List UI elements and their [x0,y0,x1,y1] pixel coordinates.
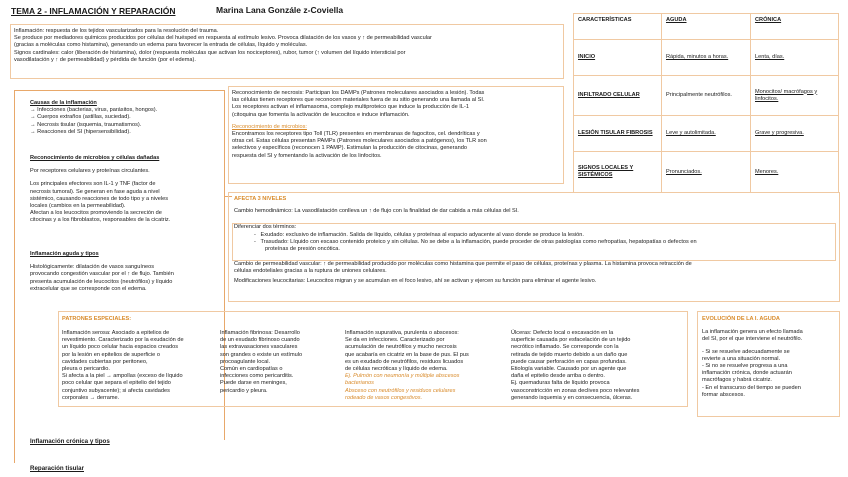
repair-heading: Reparación tisular [30,465,84,472]
serous-line: revestimiento. Caracterizado por la exudación de [62,337,184,344]
transudate-text: - Trasudado: Líquido con escaso contenido proteico y sin células. No se debe a la inflamación, puede proceder de otras patologías como nefropatías, hepatopatías o defectos en [254,238,697,245]
damps-line: (citoquina que fomenta la activación de leucocitos e induce inflamación. [232,111,410,118]
fibrinous-line: pericardio y pleura. [220,387,268,394]
damps-section [232,90,562,160]
permeability-text-2: células endoteliales gracias a la ruptura de uniones celulares. [234,268,387,275]
table-header: AGUDA [662,14,751,40]
recognition-line: Por receptores celulares y proteínas circulantes. [30,168,150,175]
page-title: TEMA 2 - INFLAMACIÓN Y REPARACIÓN [11,6,176,16]
exudate-text: - Exudado: exclusivo de inflamación. Salida de líquido, células y proteínas al espacio adyacente al vaso donde se produce la lesión. [254,231,584,238]
bullet-icon: → [30,107,38,114]
bullet-icon: → [30,114,38,121]
table-cell: Leve y autolimitada. [662,116,751,152]
recognition-line: necrosis tumoral). Se generan en fase aguda a nivel [30,188,160,195]
fibrinous-line: son grandes o existe un estímulo [220,351,303,358]
recognition-line: citocinas y a los fibroblastos, responsables de la cicatriz. [30,217,171,224]
list-item: → Reacciones del SI (hipersensibilidad). [30,128,131,135]
acute-line: Histológicamente: dilatación de vasos sanguíneos [30,264,155,271]
fibrinous-line: Común en cardiopatías o [220,366,283,373]
table-cell: LESIÓN TISULAR FIBROSIS [574,116,662,152]
intro-line: Inflamación: respuesta de los tejidos vascularizados para la resolución del trauma. [14,28,219,34]
ulcers-line: vasoconstricción en zonas declives poco relevantes [511,387,640,394]
levels-title: AFECTA 3 NIVELES [234,196,287,202]
list-item: → Cuerpos extraños (astillas, suciedad). [30,114,131,121]
ulcers-line: Etiología variable. Causado por un agente que [511,366,627,373]
microbes-line: otras cel. Estas células presentan PAMPs (Patrones moleculares asociados a patógenos), los TLR son [232,138,487,145]
serous-line: Si afecta a la piel → ampollas (exceso de líquido [62,373,183,380]
purulent-line: Absceso con neutrófilos y residuos celulares [345,387,456,394]
recognition-line: sistémico, causando reacciones de todo tipo y a niveles [30,195,169,202]
intro-line: Signos cardinales: calor (liberación de histamina), dolor (respuesta moléculas que activan los nociceptores), rubor, tumor (↑ volumen del líquido intersticial por [14,49,406,56]
acute-line: presenta acumulación de leucocitos (neutrófilos) y líquido [30,278,173,285]
causes-list [30,107,220,136]
microbes-line: respuesta del SI y fomentando la activación de los linfocitos. [232,152,382,159]
table-cell: Rápida, minutos a horas. [662,40,751,76]
purulent-line: rodeado de vasos congestivos. [345,394,423,401]
evolution-line: - En el transcurso del tiempo se pueden [702,384,801,391]
fibrinous-pattern [220,330,338,395]
fibrinous-line: Inflamación fibrinosa: Desarrollo [220,330,300,336]
table-cell: Menores. [751,152,839,193]
fibrinous-line: infecciones como pericarditis. [220,373,294,380]
causes-section [30,100,220,136]
evolution-line: revierte a una situación normal. [702,355,781,362]
chronic-heading: Inflamación crónica y tipos [30,438,110,445]
recognition-title: Reconocimiento de microbios y células dañadas [30,155,160,161]
purulent-line: es un exudado de neutrófilos, residuos licuados [345,358,464,365]
purulent-line: Se da en infecciones. Caracterizado por [345,337,445,344]
intro-text [14,28,562,64]
microbes-heading: Reconocimiento de microbios: [232,123,307,130]
evolution-line: inflamación crónica, donde actuarán [702,370,792,377]
microbes-line: Encontramos los receptores tipo Toll (TLR) presentes en membranas de fagocitos, cel. dendríticas y [232,131,480,138]
table-cell: Principalmente neutrófilos. [662,76,751,116]
ulcers-line: daña el epitelio desde arriba o dentro. [511,373,605,380]
table-header: CRÓNICA [751,14,839,40]
microbes-line: selectivos y específicos (reconocen 1 PAMP). Estimulan la producción de citocinas, generando [232,145,467,152]
table-header: CARACTERÍSTICAS [574,14,662,40]
serous-line: conjuntivo subyacente); si afecta cavidades [62,387,170,394]
evolution-line: La inflamación genera un efecto llamada [702,329,803,336]
table-cell: INICIO [574,40,662,76]
ulcers-line: Úlceras: Defecto local o excavación en la [511,330,614,336]
permeability-text: Cambio de permeabilidad vascular: ↑ de permeabilidad producido por moléculas como histamina que permite el paso de células, proteínas y plasma. La histamina provoca retracción de [234,261,692,268]
acute-title: Inflamación aguda y tipos [30,251,99,257]
intro-line: (gracias a moléculas como histamina), generando un edema para favorecer la entrada de células, líquido y moléculas. [14,42,308,49]
purulent-line: acumulación de neutrófilos y mucho necrosis [345,344,457,351]
causes-title: Causas de la inflamación [30,100,97,106]
ulcers-line: necrótico inflamado. Se corresponde con la [511,344,619,351]
intro-line: Se produce por mediadores químicos producidos por células del huésped en respuesta al estímulo lesivo. Provoca dilatación de los vasos y ↑ de permeabilidad vascular [14,35,432,42]
acute-line: extracelular que se corresponde con el edema. [30,285,147,292]
author-name: Marina Lana Gonzále z-Coviella [216,5,344,15]
serous-line: pleura o pericardio. [62,366,110,373]
evolution-title: EVOLUCIÓN DE LA I. AGUDA [702,316,780,322]
acute-section [30,251,218,293]
purulent-line: que acabaría en cicatriz en la base de pus. El pus [345,351,469,358]
damps-line: las células tienen receptores que reconocen materiales fuera de su sitio generando una llamada al SI. [232,97,485,104]
intro-line: vasodilatación y ↑ de permeabilidad) y pérdida de función (por el edema). [14,56,196,63]
ulcers-line: superficie causada por esfacelación de un tejido [511,337,631,344]
ulcers-line: Ej. quemaduras falta de líquido provoca [511,380,610,387]
recognition-line: locales (cambios en la permeabilidad). [30,203,126,210]
purulent-line: de células necróticas y líquido de edema. [345,366,448,373]
purulent-line: bacterianos [345,380,374,387]
connector-line [14,90,224,91]
table-cell: INFILTRADO CELULAR [574,76,662,116]
serous-line: corporales → derrame. [62,394,120,401]
serous-pattern [62,330,212,402]
fibrinous-line: procoagulante local. [220,358,271,365]
leukocyte-text: Modificaciones leucocitarias: Leucocitos migran y se acumulan en el foco lesivo, ahí se activan y ejercen su función para eliminar el agente lesivo. [234,277,597,284]
table-cell: Lenta, días. [751,40,839,76]
connector-line [14,90,15,463]
fibrinous-line: las extravasaciones vasculares [220,344,298,351]
purulent-line: Ej. Pulmón con neumonía y múltiple abscesos [345,373,460,380]
evolution-line: - Si no se resuelve progresa a una [702,363,788,370]
list-item: → Necrosis tisular (isquemia, traumatismos). [30,121,142,128]
serous-line: Inflamación serosa: Asociado a epitelios de [62,330,170,336]
evolution-line: - Si se resuelve adecuadamente se [702,348,790,355]
list-item: → Infecciones (bacterias, virus, parásitos, hongos). [30,107,158,114]
flow-change-text: Cambio hemodinámico: La vasodilatación conlleva un ↑ de flujo con la finalidad de dar cabida a más células del SI. [234,208,519,215]
recognition-line: Los principales efectores son IL-1 y TNF (factor de [30,181,156,188]
ulcers-pattern [511,330,683,402]
table-cell: Grave y progresiva. [751,116,839,152]
comparison-table [573,13,839,193]
purulent-line: Inflamación supurativa, purulenta o abscesos: [345,330,459,336]
evolution-line: macrófagos y habrá cicatriz. [702,377,772,384]
acute-line: provocando congestión vascular por el ↑ de flujo. También [30,271,174,278]
terms-title: Diferenciar dos términos: [234,224,297,231]
table-cell: SIGNOS LOCALES Y SISTÉMICOS [574,152,662,193]
recognition-line: Afectan a los leucocitos promoviendo la secreción de [30,210,162,217]
ulcers-line: generando isquemia y en consecuencia, úlceras. [511,394,633,401]
terms-block [234,224,836,253]
patterns-title: PATRONES ESPECIALES: [62,316,132,322]
recognition-section [30,155,218,225]
levels-section [234,196,836,285]
ulcers-line: retirada de tejido muerto debido a un daño que [511,351,628,358]
bullet-icon: → [30,121,38,128]
evolution-section [702,316,838,399]
bullet-icon: → [30,128,38,135]
transudate-text-2: proteínas de presión oncótica. [265,246,340,253]
purulent-pattern [345,330,497,402]
serous-line: un líquido poco celular hacia espacios creados [62,344,178,351]
serous-line: por la lesión en epitelios de superficie o [62,351,160,358]
evolution-line: formar abscesos. [702,391,745,398]
damps-line: Los receptores activan el inflamasoma, complejo multiproteico que induce la producción de IL-1 [232,104,469,111]
fibrinous-line: de un exudado fibrinoso cuando [220,337,300,344]
serous-line: cavidades cubiertas por peritoneo, [62,358,148,365]
table-cell: Pronunciados. [662,152,751,193]
table-cell: Monocitos/ macrófagos y linfocitos. [751,76,839,116]
damps-line: Reconocimiento de necrosis: Participan los DAMPs (Patrones moleculares asociados a lesión). Todas [232,90,485,96]
ulcers-line: puede causar perforación en capas profundas. [511,358,627,365]
evolution-line: del SI, por el que interviene el neutrófilo. [702,336,803,343]
serous-line: poco celular que separa el epitelio del tejido [62,380,171,387]
fibrinous-line: Puede darse en meninges, [220,380,287,387]
